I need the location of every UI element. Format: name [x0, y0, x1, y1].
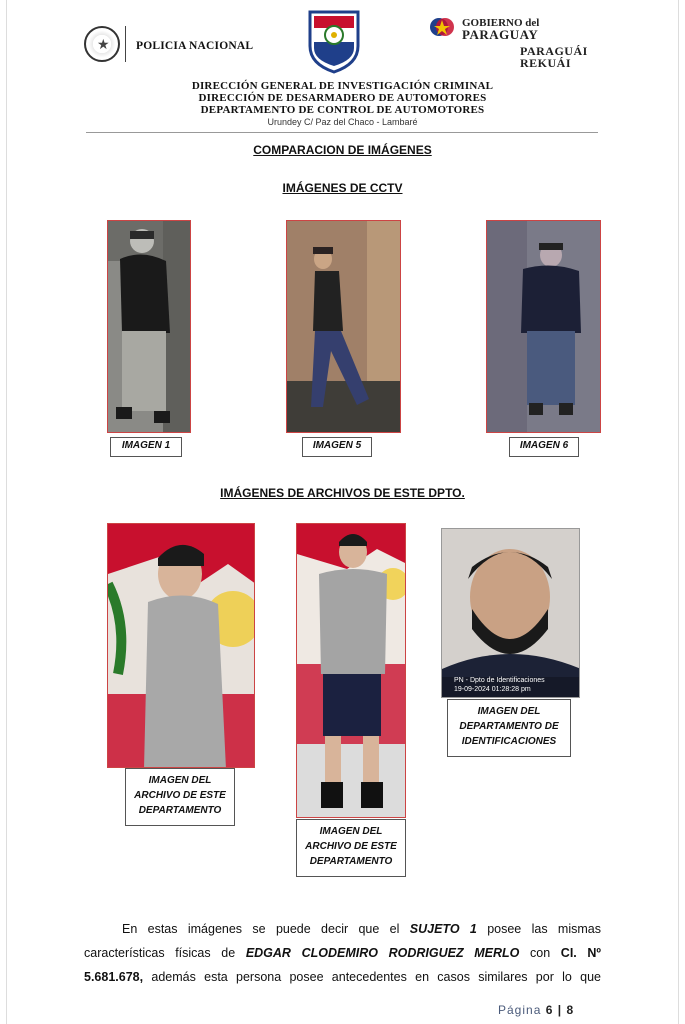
- cctv-photo-1: [107, 220, 191, 433]
- archive-caption-2-line-2: ARCHIVO DE ESTE: [305, 841, 397, 852]
- id-overlay-timestamp: 19-09-2024 01:28:28 pm: [454, 686, 531, 693]
- total-pages: 8: [566, 1003, 575, 1017]
- archive-caption-2-line-1: IMAGEN DEL: [319, 826, 383, 837]
- archive-photo-1: [107, 523, 255, 768]
- gov-title: GOBIERNO del: [462, 17, 540, 29]
- archive-caption-2-line-3: DEPARTAMENTO: [309, 856, 393, 867]
- archive-caption-1-line-1: IMAGEN DEL: [148, 775, 212, 786]
- cctv-caption-5: IMAGEN 5: [302, 437, 372, 457]
- cctv-caption-1: IMAGEN 1: [110, 437, 182, 457]
- archive-caption-3: [447, 699, 571, 757]
- archive-caption-2: [296, 819, 406, 877]
- header-divider: [86, 132, 598, 133]
- person-name: EDGAR CLODEMIRO RODRIGUEZ MERLO: [245, 946, 520, 960]
- paragraph-line-2: [84, 941, 601, 965]
- police-seal-logo: ★: [84, 26, 120, 62]
- p-text: características físicas de: [84, 946, 236, 960]
- archive-photo-3: [441, 528, 580, 698]
- gov-slogan-1: PARAGUÁI: [520, 44, 588, 58]
- archive-caption-1-line-3: DEPARTAMENTO: [138, 805, 222, 816]
- main-title: COMPARACION DE IMÁGENES: [253, 143, 432, 157]
- p-text: además esta persona posee antecedentes en casos similares por lo que: [151, 970, 601, 984]
- cctv-caption-6: IMAGEN 6: [509, 437, 579, 457]
- p-text: En estas imágenes se puede decir que el: [122, 922, 400, 936]
- archive-caption-3-line-1: IMAGEN DEL: [477, 706, 541, 717]
- archive-caption-3-line-2: DEPARTAMENTO DE: [459, 721, 559, 732]
- archive-caption-3-line-3: IDENTIFICACIONES: [461, 736, 557, 747]
- body-paragraph: [84, 917, 601, 989]
- archive-photo-2: [296, 523, 406, 818]
- current-page: 6: [545, 1003, 554, 1017]
- dept-line-3: DEPARTAMENTO DE CONTROL DE AUTOMOTORES: [200, 104, 485, 116]
- dept-line-1: DIRECCIÓN GENERAL DE INVESTIGACIÓN CRIMINAL: [191, 80, 494, 92]
- org-name: POLICIA NACIONAL: [136, 40, 254, 52]
- address: Urundey C/ Paz del Chaco - Lambaré: [267, 117, 418, 127]
- police-shield-logo: [306, 8, 362, 74]
- p-text: con: [530, 946, 551, 960]
- paragraph-line-1: [84, 917, 601, 941]
- page-separator: |: [557, 1003, 563, 1017]
- government-star-icon: [428, 16, 456, 38]
- cctv-photo-6: [486, 220, 601, 433]
- archive-title: IMÁGENES DE ARCHIVOS DE ESTE DPTO.: [220, 486, 465, 500]
- id-label: CI. Nº: [560, 946, 601, 960]
- dept-line-2: DIRECCIÓN DE DESARMADERO DE AUTOMOTORES: [198, 92, 487, 104]
- gov-slogan-2: REKUÁI: [520, 56, 572, 70]
- cctv-photo-5: [286, 220, 401, 433]
- id-overlay-dept: PN - Dpto de Identificaciones: [454, 677, 545, 684]
- cctv-title: IMÁGENES DE CCTV: [282, 181, 403, 195]
- logo-divider: [125, 26, 126, 62]
- id-photo-overlay: [454, 676, 545, 694]
- subject-label: SUJETO 1: [409, 922, 477, 936]
- page-label: Página: [498, 1003, 542, 1017]
- archive-caption-1-line-2: ARCHIVO DE ESTE: [134, 790, 226, 801]
- p-text: posee las mismas: [487, 922, 601, 936]
- page-number: [498, 1003, 574, 1017]
- paragraph-line-3: [84, 965, 601, 989]
- archive-caption-1: [125, 768, 235, 826]
- gov-country: PARAGUAY: [462, 27, 539, 42]
- id-number: 5.681.678,: [84, 970, 144, 984]
